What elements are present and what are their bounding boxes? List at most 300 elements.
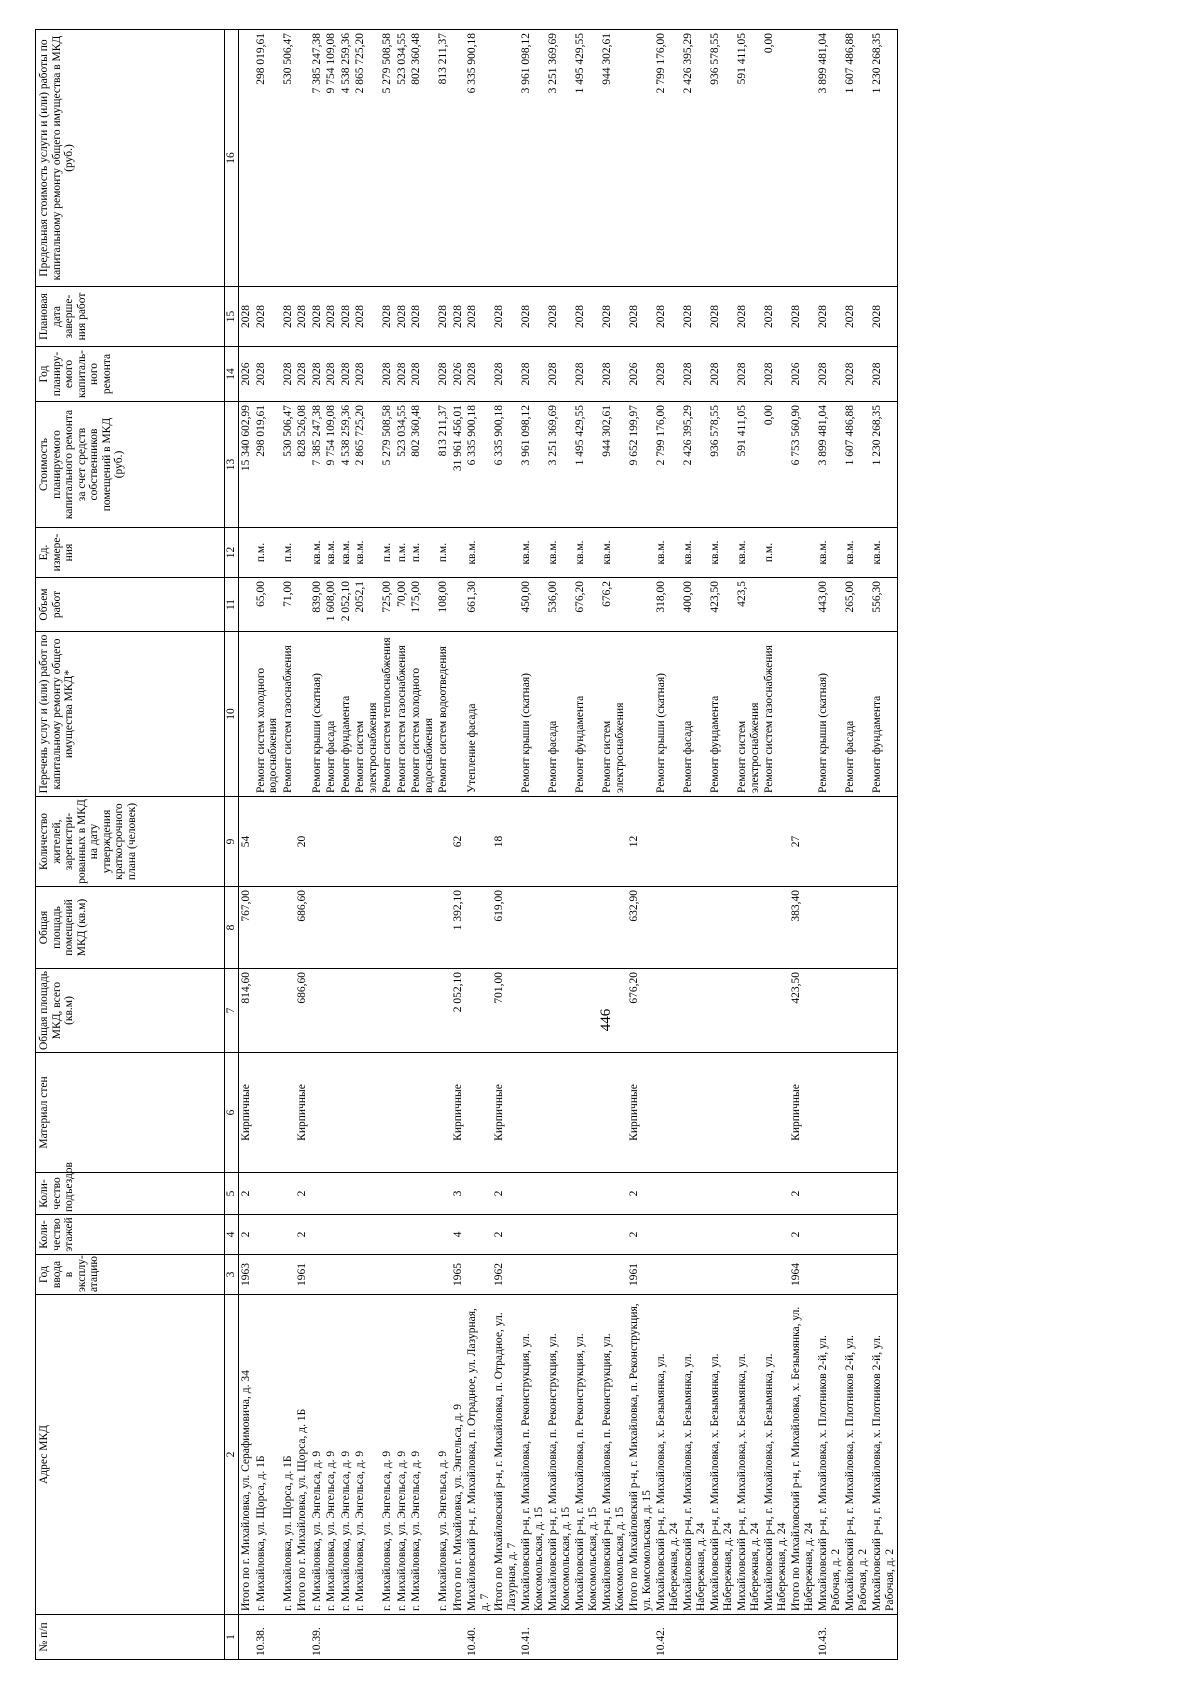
cell-max-cost: 7 385 247,38	[310, 30, 325, 287]
cell-address: г. Михайловка, ул. Энгельса, д. 9	[436, 1295, 451, 1615]
cell-entrances	[395, 1173, 410, 1215]
cell-completion-date: 2028	[310, 287, 325, 347]
cell-floors	[573, 1215, 600, 1255]
cell-max-cost: 1 495 429,55	[573, 30, 600, 287]
cell-unit	[789, 528, 816, 578]
table-row	[546, 30, 573, 1660]
cell-year-built: 1963	[239, 1255, 254, 1295]
cell-entrances	[762, 1173, 789, 1215]
cell-total-area	[395, 969, 410, 1053]
cell-residents: 18	[492, 797, 519, 887]
cell-floors	[254, 1215, 281, 1255]
table-row	[519, 30, 546, 1660]
cell-completion-date: 2028	[492, 287, 519, 347]
cell-owner-cost: 31 961 456,01	[451, 402, 466, 528]
cell-owner-cost: 591 411,05	[735, 402, 762, 528]
table-row	[380, 30, 395, 1660]
cell-repair-year: 2028	[600, 347, 627, 402]
cell-entrances	[654, 1173, 681, 1215]
cell-floors: 2	[492, 1215, 519, 1255]
table-row	[708, 30, 735, 1660]
cell-max-cost: 591 411,05	[735, 30, 762, 287]
cell-completion-date: 2028	[254, 287, 281, 347]
cell-premises-area: 767,00	[239, 887, 254, 969]
cell-work-type: Ремонт крыши (скатная)	[816, 632, 843, 797]
cell-repair-year: 2028	[436, 347, 451, 402]
cell-total-area	[465, 969, 492, 1053]
cell-premises-area: 686,60	[295, 887, 310, 969]
table-body	[239, 30, 898, 1660]
cell-address: г. Михайловка, ул. Энгельса, д. 9	[324, 1295, 339, 1615]
cell-work-type	[492, 632, 519, 797]
cell-floors	[546, 1215, 573, 1255]
cell-max-cost: 530 506,47	[281, 30, 296, 287]
cell-row-number	[573, 1615, 600, 1660]
cell-unit: кв.м.	[708, 528, 735, 578]
cell-premises-area	[281, 887, 296, 969]
cell-unit: п.м.	[380, 528, 395, 578]
cell-total-area	[409, 969, 436, 1053]
cell-total-area	[380, 969, 395, 1053]
cell-work-type: Ремонт фасада	[681, 632, 708, 797]
cell-residents: 12	[627, 797, 654, 887]
cell-row-number	[339, 1615, 354, 1660]
table-row	[409, 30, 436, 1660]
cell-premises-area	[546, 887, 573, 969]
table-row	[735, 30, 762, 1660]
cell-max-cost: 0,00	[762, 30, 789, 287]
column-header: Год ввода в эксплу-атацию	[36, 1255, 225, 1295]
cell-residents	[735, 797, 762, 887]
cell-total-area	[339, 969, 354, 1053]
cell-entrances	[339, 1173, 354, 1215]
table-row	[816, 30, 843, 1660]
cell-address: Михайловский р-н, г. Михайловка, п. Реконструкция, ул. Комсомольская, д. 15	[573, 1295, 600, 1615]
cell-residents	[600, 797, 627, 887]
cell-premises-area	[519, 887, 546, 969]
cell-total-area	[816, 969, 843, 1053]
cell-wall-material	[816, 1053, 843, 1173]
cell-work-type: Ремонт фундамента	[339, 632, 354, 797]
column-header: Коли-чество этажей	[36, 1215, 225, 1255]
cell-work-type: Ремонт систем холодного водоснабжения	[409, 632, 436, 797]
cell-unit: кв.м.	[353, 528, 380, 578]
table-row	[353, 30, 380, 1660]
cell-completion-date: 2028	[436, 287, 451, 347]
cell-year-built: 1961	[295, 1255, 310, 1295]
cell-residents	[380, 797, 395, 887]
column-number: 2	[225, 1295, 239, 1615]
cell-repair-year: 2028	[573, 347, 600, 402]
cell-unit: кв.м.	[339, 528, 354, 578]
cell-completion-date: 2028	[409, 287, 436, 347]
cell-work-type: Ремонт систем электроснабжения	[600, 632, 627, 797]
cell-work-type	[627, 632, 654, 797]
table-row	[254, 30, 281, 1660]
column-header: Стоимость планируемого капитального ремонта за счет средств собственников помещений в МКД (руб.)	[36, 402, 225, 528]
cell-premises-area	[409, 887, 436, 969]
cell-owner-cost: 5 279 508,58	[380, 402, 395, 528]
cell-max-cost: 1 607 486,88	[843, 30, 870, 287]
cell-completion-date: 2028	[519, 287, 546, 347]
cell-max-cost: 298 019,61	[254, 30, 281, 287]
cell-row-number	[708, 1615, 735, 1660]
cell-total-area	[281, 969, 296, 1053]
cell-wall-material	[735, 1053, 762, 1173]
cell-owner-cost: 4 538 259,36	[339, 402, 354, 528]
column-number: 11	[225, 578, 239, 632]
cell-work-type: Ремонт систем газоснабжения	[395, 632, 410, 797]
cell-year-built: 1965	[451, 1255, 466, 1295]
cell-year-built: 1964	[789, 1255, 816, 1295]
cell-owner-cost: 3 251 369,69	[546, 402, 573, 528]
cell-entrances	[573, 1173, 600, 1215]
table-row	[451, 30, 466, 1660]
cell-completion-date: 2028	[451, 287, 466, 347]
cell-premises-area	[395, 887, 410, 969]
cell-work-volume: 676,20	[573, 578, 600, 632]
cell-row-number	[789, 1615, 816, 1660]
cell-max-cost: 2 865 725,20	[353, 30, 380, 287]
cell-max-cost: 5 279 508,58	[380, 30, 395, 287]
cell-premises-area	[816, 887, 843, 969]
cell-wall-material	[254, 1053, 281, 1173]
cell-work-volume	[239, 578, 254, 632]
cell-work-volume: 423,5	[735, 578, 762, 632]
cell-unit: кв.м.	[519, 528, 546, 578]
table-row	[762, 30, 789, 1660]
cell-row-number: 10.42.	[654, 1615, 681, 1660]
cell-work-volume	[762, 578, 789, 632]
column-header: Коли-чество подъездов	[36, 1173, 225, 1215]
cell-row-number: 10.39.	[310, 1615, 325, 1660]
table-row	[310, 30, 325, 1660]
cell-year-built	[395, 1255, 410, 1295]
cell-entrances	[254, 1173, 281, 1215]
cell-entrances	[310, 1173, 325, 1215]
cell-wall-material	[546, 1053, 573, 1173]
column-number: 16	[225, 30, 239, 287]
cell-total-area: 676,20	[627, 969, 654, 1053]
cell-residents	[762, 797, 789, 887]
table-row	[843, 30, 870, 1660]
cell-premises-area	[353, 887, 380, 969]
table-row	[654, 30, 681, 1660]
cell-owner-cost: 7 385 247,38	[310, 402, 325, 528]
cell-unit: кв.м.	[600, 528, 627, 578]
cell-wall-material	[409, 1053, 436, 1173]
cell-row-number	[281, 1615, 296, 1660]
cell-residents	[339, 797, 354, 887]
header-row	[36, 30, 225, 1660]
cell-unit: кв.м.	[681, 528, 708, 578]
cell-residents	[281, 797, 296, 887]
cell-owner-cost: 2 865 725,20	[353, 402, 380, 528]
cell-work-volume	[492, 578, 519, 632]
cell-address: Михайловский р-н, г. Михайловка, х. Безымянка, ул. Набережная, д. 24	[681, 1295, 708, 1615]
cell-floors	[654, 1215, 681, 1255]
cell-year-built: 1961	[627, 1255, 654, 1295]
cell-residents	[546, 797, 573, 887]
cell-completion-date: 2028	[339, 287, 354, 347]
cell-year-built	[816, 1255, 843, 1295]
cell-floors	[281, 1215, 296, 1255]
cell-repair-year: 2028	[843, 347, 870, 402]
cell-row-number	[870, 1615, 898, 1660]
cell-unit: кв.м.	[573, 528, 600, 578]
cell-unit: п.м.	[254, 528, 281, 578]
cell-completion-date: 2028	[654, 287, 681, 347]
cell-owner-cost: 1 495 429,55	[573, 402, 600, 528]
cell-floors	[465, 1215, 492, 1255]
cell-total-area	[573, 969, 600, 1053]
cell-floors	[339, 1215, 354, 1255]
cell-unit: п.м.	[409, 528, 436, 578]
cell-year-built: 1962	[492, 1255, 519, 1295]
table-row	[789, 30, 816, 1660]
cell-owner-cost: 6 335 900,18	[465, 402, 492, 528]
cell-work-volume: 450,00	[519, 578, 546, 632]
column-number: 1	[225, 1615, 239, 1660]
cell-owner-cost: 3 899 481,04	[816, 402, 843, 528]
cell-work-volume: 676,2	[600, 578, 627, 632]
cell-repair-year: 2028	[339, 347, 354, 402]
cell-unit: кв.м.	[654, 528, 681, 578]
cell-work-type: Ремонт крыши (скатная)	[654, 632, 681, 797]
cell-floors	[380, 1215, 395, 1255]
cell-premises-area	[465, 887, 492, 969]
cell-work-volume: 2 052,10	[339, 578, 354, 632]
cell-entrances: 2	[789, 1173, 816, 1215]
cell-repair-year: 2026	[627, 347, 654, 402]
cell-year-built	[465, 1255, 492, 1295]
cell-floors	[600, 1215, 627, 1255]
cell-year-built	[409, 1255, 436, 1295]
cell-work-volume: 443,00	[816, 578, 843, 632]
cell-owner-cost: 0,00	[762, 402, 789, 528]
cell-premises-area	[380, 887, 395, 969]
cell-work-volume	[451, 578, 466, 632]
cell-work-type: Ремонт систем электроснабжения	[735, 632, 762, 797]
cell-total-area	[708, 969, 735, 1053]
cell-entrances	[436, 1173, 451, 1215]
cell-premises-area	[654, 887, 681, 969]
cell-owner-cost: 15 340 602,99	[239, 402, 254, 528]
cell-row-number	[681, 1615, 708, 1660]
cell-repair-year: 2026	[789, 347, 816, 402]
cell-wall-material	[339, 1053, 354, 1173]
table-row	[870, 30, 898, 1660]
cell-floors	[353, 1215, 380, 1255]
cell-unit	[492, 528, 519, 578]
cell-work-type: Ремонт систем газоснабжения	[281, 632, 296, 797]
cell-floors: 2	[789, 1215, 816, 1255]
table-row	[436, 30, 451, 1660]
cell-total-area	[681, 969, 708, 1053]
cell-floors	[762, 1215, 789, 1255]
cell-row-number	[843, 1615, 870, 1660]
cell-address: Михайловский р-н, г. Михайловка, х. Безымянка, ул. Набережная, д. 24	[708, 1295, 735, 1615]
cell-address: г. Михайловка, ул. Энгельса, д. 9	[409, 1295, 436, 1615]
cell-max-cost	[295, 30, 310, 287]
cell-work-type	[451, 632, 466, 797]
cell-wall-material: Кирпичные	[789, 1053, 816, 1173]
cell-residents	[409, 797, 436, 887]
cell-total-area	[519, 969, 546, 1053]
cell-max-cost: 944 302,61	[600, 30, 627, 287]
rotated-table-container	[35, 30, 1200, 1660]
cell-entrances	[281, 1173, 296, 1215]
cell-completion-date: 2028	[600, 287, 627, 347]
cell-residents	[324, 797, 339, 887]
cell-address: Михайловский р-н, г. Михайловка, х. Плотников 2-й, ул. Рабочая, д. 2	[843, 1295, 870, 1615]
cell-year-built	[600, 1255, 627, 1295]
cell-completion-date: 2028	[843, 287, 870, 347]
cell-repair-year: 2028	[409, 347, 436, 402]
cell-year-built	[281, 1255, 296, 1295]
cell-wall-material: Кирпичные	[451, 1053, 466, 1173]
cell-residents	[353, 797, 380, 887]
column-number: 4	[225, 1215, 239, 1255]
cell-total-area: 701,00	[492, 969, 519, 1053]
cell-work-volume: 725,00	[380, 578, 395, 632]
cell-unit: п.м.	[436, 528, 451, 578]
cell-year-built	[310, 1255, 325, 1295]
cell-entrances	[681, 1173, 708, 1215]
cell-max-cost	[789, 30, 816, 287]
cell-completion-date: 2028	[627, 287, 654, 347]
cell-residents	[465, 797, 492, 887]
cell-owner-cost: 2 799 176,00	[654, 402, 681, 528]
cell-row-number	[380, 1615, 395, 1660]
cell-floors	[870, 1215, 898, 1255]
cell-completion-date: 2028	[573, 287, 600, 347]
cell-total-area	[654, 969, 681, 1053]
cell-floors	[409, 1215, 436, 1255]
cell-work-type	[239, 632, 254, 797]
cell-wall-material	[708, 1053, 735, 1173]
cell-work-volume	[789, 578, 816, 632]
cell-repair-year: 2028	[324, 347, 339, 402]
cell-year-built	[843, 1255, 870, 1295]
column-number: 3	[225, 1255, 239, 1295]
cell-unit: п.м.	[762, 528, 789, 578]
column-header: Адрес МКД	[36, 1295, 225, 1615]
cell-total-area: 2 052,10	[451, 969, 466, 1053]
cell-owner-cost: 298 019,61	[254, 402, 281, 528]
cell-unit: кв.м.	[324, 528, 339, 578]
cell-row-number	[353, 1615, 380, 1660]
cell-year-built	[353, 1255, 380, 1295]
cell-work-volume: 265,00	[843, 578, 870, 632]
page-number: 446	[598, 1008, 614, 1032]
cell-unit: кв.м.	[870, 528, 898, 578]
cell-max-cost: 2 799 176,00	[654, 30, 681, 287]
cell-address: Михайловский р-н, г. Михайловка, х. Безымянка, ул. Набережная, д. 24	[735, 1295, 762, 1615]
cell-floors	[681, 1215, 708, 1255]
cell-total-area: 686,60	[295, 969, 310, 1053]
cell-completion-date: 2028	[395, 287, 410, 347]
cell-address: Михайловский р-н, г. Михайловка, п. Реконструкция, ул. Комсомольская, д. 15	[519, 1295, 546, 1615]
cell-repair-year: 2026	[239, 347, 254, 402]
cell-year-built	[519, 1255, 546, 1295]
cell-entrances	[708, 1173, 735, 1215]
cell-address: Михайловский р-н, г. Михайловка, п. Отрадное, ул. Лазурная, д. 7	[465, 1295, 492, 1615]
cell-wall-material	[436, 1053, 451, 1173]
cell-work-volume: 71,00	[281, 578, 296, 632]
cell-work-type: Ремонт систем водоотведения	[436, 632, 451, 797]
cell-row-number: 10.41.	[519, 1615, 546, 1660]
cell-work-type: Ремонт систем холодного водоснабжения	[254, 632, 281, 797]
cell-entrances	[870, 1173, 898, 1215]
cell-repair-year: 2028	[816, 347, 843, 402]
cell-residents: 62	[451, 797, 466, 887]
cell-residents	[816, 797, 843, 887]
cell-premises-area	[254, 887, 281, 969]
cell-wall-material	[380, 1053, 395, 1173]
cell-work-volume: 175,00	[409, 578, 436, 632]
cell-unit: кв.м.	[843, 528, 870, 578]
cell-year-built	[708, 1255, 735, 1295]
cell-owner-cost: 6 335 900,18	[492, 402, 519, 528]
cell-entrances	[465, 1173, 492, 1215]
cell-wall-material	[870, 1053, 898, 1173]
cell-wall-material	[465, 1053, 492, 1173]
cell-wall-material	[519, 1053, 546, 1173]
cell-residents: 27	[789, 797, 816, 887]
table-row	[465, 30, 492, 1660]
cell-entrances	[380, 1173, 395, 1215]
cell-work-volume: 536,00	[546, 578, 573, 632]
cell-repair-year: 2028	[281, 347, 296, 402]
cell-repair-year: 2028	[492, 347, 519, 402]
cell-completion-date: 2028	[870, 287, 898, 347]
cell-row-number	[492, 1615, 519, 1660]
cell-completion-date: 2028	[789, 287, 816, 347]
cell-floors	[436, 1215, 451, 1255]
cell-address: г. Михайловка, ул. Энгельса, д. 9	[353, 1295, 380, 1615]
cell-wall-material	[681, 1053, 708, 1173]
cell-max-cost: 9 754 109,08	[324, 30, 339, 287]
cell-wall-material	[281, 1053, 296, 1173]
cell-unit	[627, 528, 654, 578]
cell-max-cost: 813 211,37	[436, 30, 451, 287]
cell-residents	[573, 797, 600, 887]
cell-work-volume: 70,00	[395, 578, 410, 632]
cell-unit	[451, 528, 466, 578]
cell-year-built	[546, 1255, 573, 1295]
cell-wall-material	[353, 1053, 380, 1173]
cell-row-number	[546, 1615, 573, 1660]
cell-residents: 54	[239, 797, 254, 887]
cell-residents	[436, 797, 451, 887]
cell-entrances: 2	[492, 1173, 519, 1215]
cell-work-volume: 423,50	[708, 578, 735, 632]
table-row	[627, 30, 654, 1660]
cell-work-volume: 661,30	[465, 578, 492, 632]
cell-work-volume: 556,30	[870, 578, 898, 632]
cell-wall-material	[395, 1053, 410, 1173]
column-number: 10	[225, 632, 239, 797]
cell-year-built	[735, 1255, 762, 1295]
cell-repair-year: 2028	[546, 347, 573, 402]
cell-address: Михайловский р-н, г. Михайловка, п. Реконструкция, ул. Комсомольская, д. 15	[600, 1295, 627, 1615]
cell-row-number	[600, 1615, 627, 1660]
cell-unit: кв.м.	[310, 528, 325, 578]
cell-completion-date: 2028	[762, 287, 789, 347]
cell-wall-material	[600, 1053, 627, 1173]
cell-year-built	[681, 1255, 708, 1295]
